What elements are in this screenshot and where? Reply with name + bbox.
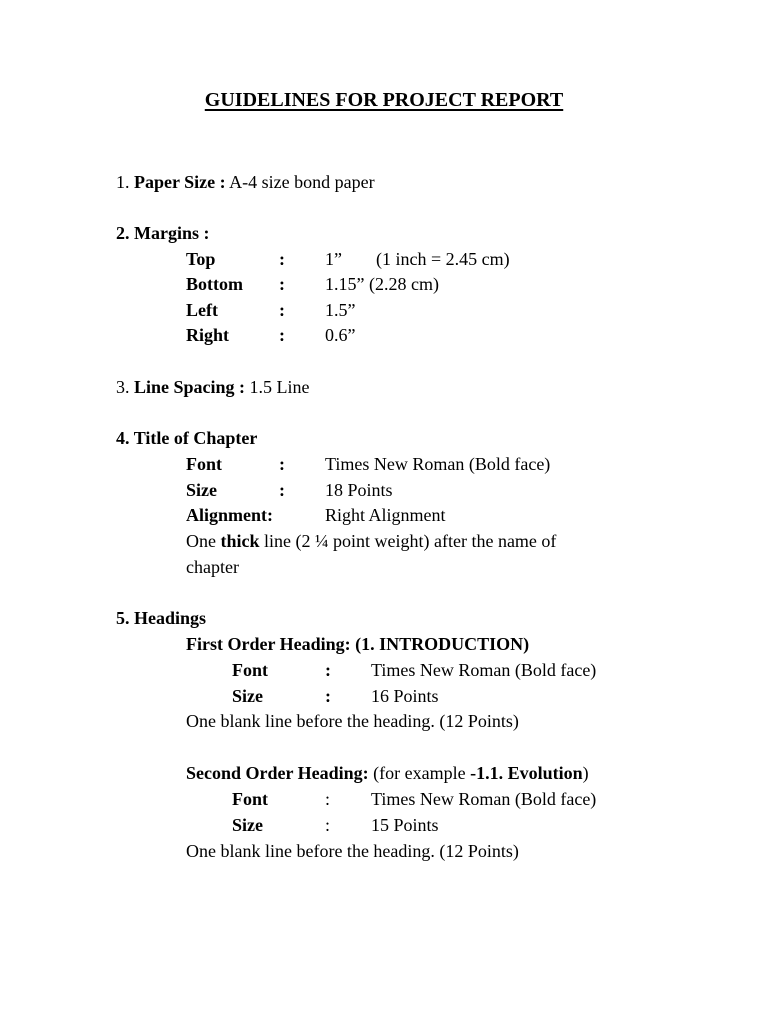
section-value: A-4 size bond paper [229, 172, 375, 192]
margin-note: (1 inch = 2.45 cm) [376, 249, 510, 269]
margin-key: Bottom [186, 274, 243, 294]
margin-value: 0.6” [325, 325, 356, 345]
margin-value: 1.5” [325, 300, 356, 320]
section-number: 4. [116, 428, 130, 448]
document-title: GUIDELINES FOR PROJECT REPORT [204, 89, 564, 111]
section-number: 5. [116, 608, 130, 628]
section-label: Margins : [134, 223, 210, 243]
first-order-heading-label: First Order Heading: (1. INTRODUCTION) [186, 634, 530, 654]
separator: : [325, 789, 331, 809]
margin-value: 1.15” (2.28 cm) [325, 274, 439, 294]
section-2-heading [116, 222, 210, 244]
section-label: Title of Chapter [133, 428, 258, 448]
first-order-note: One blank line before the heading. (12 Points) [186, 711, 519, 731]
separator: : [279, 249, 285, 269]
second-order-heading-line [186, 762, 589, 784]
section-value: 1.5 Line [249, 377, 310, 397]
spec-key: Font [232, 789, 268, 809]
section-number: 3. [116, 377, 130, 397]
section-label: Line Spacing : [134, 377, 246, 397]
separator: : [325, 686, 331, 706]
note-text: One [186, 531, 221, 551]
spec-value: 18 Points [325, 480, 393, 500]
spec-value: 16 Points [371, 686, 439, 706]
section-label: Paper Size : [134, 172, 226, 192]
spec-key: Size [186, 480, 217, 500]
example-text: ) [582, 763, 589, 783]
spec-value: 15 Points [371, 815, 439, 835]
thick-line-note [186, 530, 556, 552]
spec-value: Right Alignment [325, 505, 446, 525]
spec-key: Size [232, 815, 263, 835]
margin-value: 1” [325, 249, 342, 269]
note-emphasis: thick [220, 531, 260, 551]
spec-value: Times New Roman (Bold face) [325, 454, 551, 474]
separator: : [279, 454, 285, 474]
example-text: (for example [368, 763, 471, 783]
spec-value: Times New Roman (Bold face) [371, 789, 597, 809]
section-5-heading [116, 607, 206, 629]
spec-key: Font [186, 454, 222, 474]
separator: : [279, 325, 285, 345]
margin-key: Left [186, 300, 218, 320]
section-number: 2. [116, 223, 130, 243]
margin-key: Top [186, 249, 216, 269]
section-number: 1. [116, 172, 130, 192]
separator: : [279, 300, 285, 320]
section-3 [116, 376, 310, 398]
section-1 [116, 171, 375, 193]
spec-key: Alignment: [186, 505, 273, 525]
example-emphasis: -1.1. Evolution [470, 763, 583, 783]
separator: : [325, 815, 331, 835]
thick-line-note-continued: chapter [186, 557, 239, 577]
note-text: line (2 ¼ point weight) after the name of [259, 531, 557, 551]
spec-key: Font [232, 660, 268, 680]
separator: : [325, 660, 331, 680]
second-order-note: One blank line before the heading. (12 Points) [186, 841, 519, 861]
separator: : [279, 480, 285, 500]
section-4-heading [116, 427, 257, 449]
second-order-heading-label: Second Order Heading: [186, 763, 369, 783]
spec-key: Size [232, 686, 263, 706]
spec-value: Times New Roman (Bold face) [371, 660, 597, 680]
separator: : [279, 274, 285, 294]
margin-key: Right [186, 325, 230, 345]
section-label: Headings [134, 608, 207, 628]
